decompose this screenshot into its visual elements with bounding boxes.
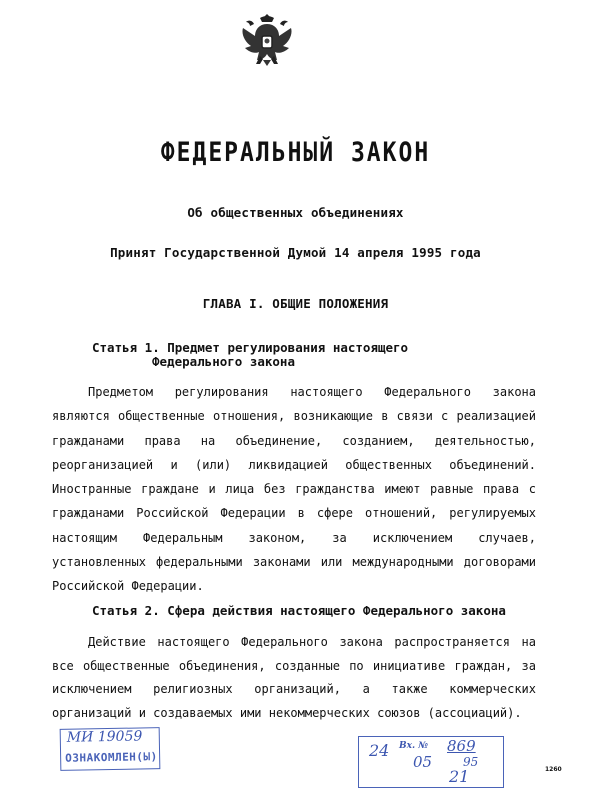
stamp-printed-label: ОЗНАКОМЛЕН(Ы) bbox=[65, 750, 158, 765]
stamp-incoming-number: 869 bbox=[447, 737, 476, 755]
stamp-incoming-label: Вх. № bbox=[399, 741, 429, 751]
stamp-handwritten-number: МИ 19059 bbox=[66, 728, 143, 746]
stamp-day: 24 bbox=[369, 741, 390, 760]
article-1-heading bbox=[92, 341, 408, 369]
stamp-year: 95 bbox=[463, 755, 479, 769]
acknowledgement-stamp bbox=[60, 727, 161, 771]
coat-of-arms-icon bbox=[236, 8, 298, 72]
page-code: 1260 bbox=[545, 766, 562, 773]
article-1-text: Предметом регулирования настоящего Федерального закона являются общественные отношения, возникающие в связи с реализацией гражданами права на объединение, созданием, деятельностью, реорганизацией и (или) ликвидацией общественных объединений. Иностранные граждане и лица без гражданства имеют равные права с гражданами Российской Федерации в сфере отношений, регулируемых настоящим Федеральным законом, за исключением случаев, установленных федеральными законами или международными договорами Российской Федерации. bbox=[52, 385, 536, 594]
incoming-registration-stamp bbox=[358, 736, 504, 788]
article-2-text: Действие настоящего Федерального закона распространяется на все общественные объединения, созданные по инициативе граждан, за исключением религиозных организаций, а также коммерческих организаций и создаваемых ими некоммерческих союзов (ассоциаций). bbox=[52, 635, 536, 720]
chapter-heading: ГЛАВА I. ОБЩИЕ ПОЛОЖЕНИЯ bbox=[202, 296, 389, 311]
stamp-extra-number: 21 bbox=[449, 767, 470, 786]
stamp-month: 05 bbox=[413, 753, 433, 771]
article-1-heading-line2: Федерального закона bbox=[152, 354, 295, 369]
article-2-heading: Статья 2. Сфера действия настоящего Федерального закона bbox=[92, 603, 506, 618]
adoption-line: Принят Государственной Думой 14 апреля 1995 года bbox=[110, 245, 481, 260]
document-title: ФЕДЕРАЛЬНЫЙ ЗАКОН bbox=[160, 138, 431, 168]
document-subtitle: Об общественных объединениях bbox=[187, 205, 404, 220]
article-1-heading-line1: Статья 1. Предмет регулирования настоящего bbox=[92, 340, 409, 355]
